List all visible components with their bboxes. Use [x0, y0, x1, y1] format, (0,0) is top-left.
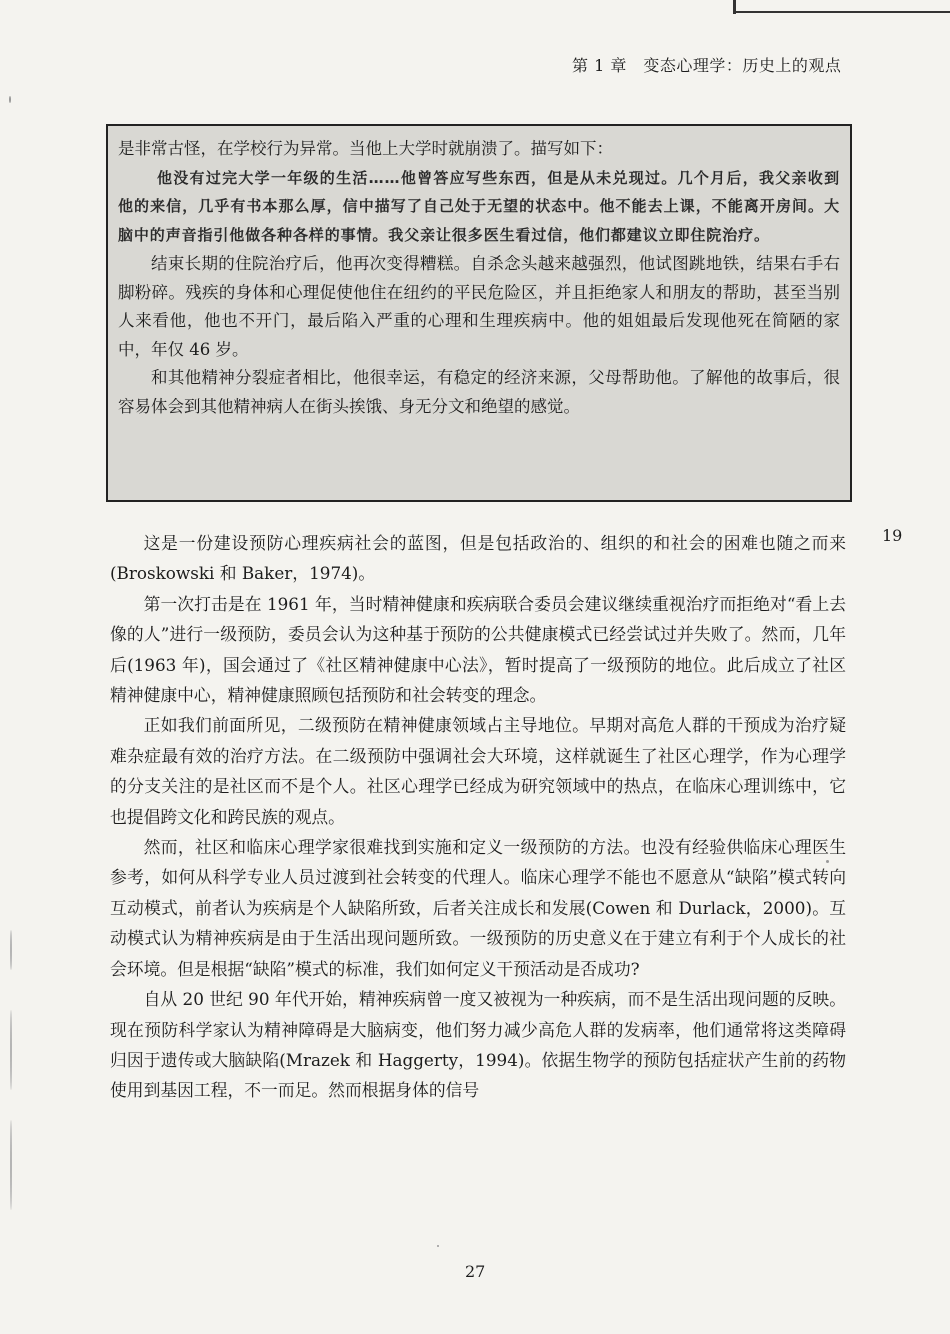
top-border-rule: [0, 0, 950, 14]
box-paragraph: 是非常古怪，在学校行为异常。当他上大学时就崩溃了。描写如下：: [118, 139, 613, 158]
scan-speck: [10, 930, 12, 970]
scan-speck: [10, 1120, 12, 1210]
page-number: 27: [465, 1262, 486, 1281]
body-paragraph: 自从 20 世纪 90 年代开始，精神疾病曾一度又被视为一种疾病，而不是生活出现问题的反映。现在预防科学家认为精神障碍是大脑病变，他们努力减少高危人群的发病率，他们通常将这类障碍归因于遗传或大脑缺陷(Mrazek 和 Haggerty，1994)。依据生物学的预防包括症状产生前的药物使用到基因工程，不一而足。然而根据身体的信号: [110, 989, 846, 1101]
scan-speck: [437, 1245, 439, 1247]
box-paragraph: 结束长期的住院治疗后，他再次变得糟糕。自杀念头越来越强烈，他试图跳地铁，结果右手右脚粉碎。残疾的身体和心理促使他住在纽约的平民危险区，并且拒绝家人和朋友的帮助，甚至当别人来看他，他也不开门，最后陷入严重的心理和生理疾病中。他的姐姐最后发现他死在简陋的家中，年仅 46 岁。: [118, 253, 840, 359]
box-quote: 他没有过完大学一年级的生活……他曾答应写些东西，但是从未兑现过。几个月后，我父亲收到他的来信，几乎有书本那么厚，信中描写了自己处于无望的状态中。他不能去上课，不能离开房间。大脑中的声音指引他做各种各样的事情。我父亲让很多医生看过信，他们都建议立即住院治疗。: [118, 168, 840, 245]
margin-page-reference: 19: [882, 526, 903, 545]
scan-speck: [826, 860, 829, 863]
top-horizontal-rule: [736, 11, 950, 13]
body-paragraph: 第一次打击是在 1961 年，当时精神健康和疾病联合委员会建议继续重视治疗而拒绝对“看上去像的人”进行一级预防，委员会认为这种基于预防的公共健康模式已经尝试过并失败了。然而，几年后(1963 年)，国会通过了《社区精神健康中心法》，暂时提高了一级预防的地位。此后成立了社区精神健康中心，精神健康照顾包括预防和社会转变的理念。: [110, 593, 846, 706]
box-paragraph: 和其他精神分裂症者相比，他很幸运，有稳定的经济来源，父母帮助他。了解他的故事后，很容易体会到其他精神病人在街头挨饿、身无分文和绝望的感觉。: [118, 368, 840, 416]
main-text: [110, 528, 846, 1106]
body-paragraph: 正如我们前面所见，二级预防在精神健康领域占主导地位。早期对高危人群的干预成为治疗疑难杂症最有效的治疗方法。在二级预防中强调社会大环境，这样就诞生了社区心理学，作为心理学的分支关注的是社区而不是个人。社区心理学已经成为研究领域中的热点，在临床心理训练中，它也提倡跨文化和跨民族的观点。: [110, 715, 846, 827]
running-header: 第 1 章 变态心理学：历史上的观点: [572, 56, 842, 75]
bleed-through-marks: [2, 905, 16, 1225]
scan-speck: [9, 96, 11, 103]
body-paragraph: 这是一份建设预防心理疾病社会的蓝图，但是包括政治的、组织的和社会的困难也随之而来(Broskowski 和 Baker，1974)。: [110, 533, 846, 584]
case-study-box: [106, 124, 852, 502]
scan-speck: [10, 1010, 12, 1090]
body-paragraph: 然而，社区和临床心理学家很难找到实施和定义一级预防的方法。也没有经验供临床心理医生参考，如何从科学专业人员过渡到社会转变的代理人。临床心理学不能也不愿意从“缺陷”模式转向互动模式，前者认为疾病是个人缺陷所致，后者关注成长和发展(Cowen 和 Durlack，2000)。互动模式认为精神疾病是由于生活出现问题所致。一级预防的历史意义在于建立有利于个人成长的社会环境。但是根据“缺陷”模式的标准，我们如何定义干预活动是否成功?: [110, 837, 846, 979]
